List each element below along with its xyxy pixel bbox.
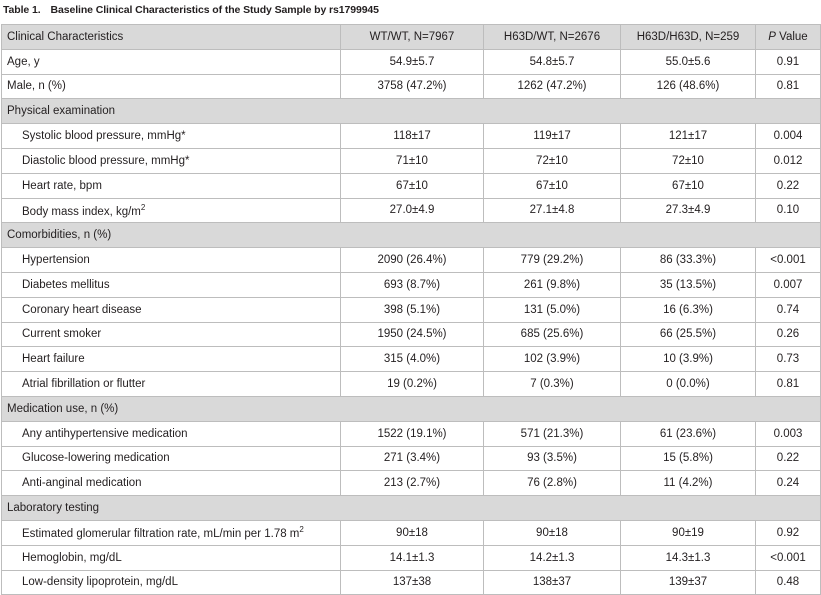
- row-label-cell: [2, 347, 341, 372]
- table-title: Baseline Clinical Characteristics of the Study Sample by rs1799945: [50, 4, 379, 16]
- row-label: Glucose-lowering medication: [22, 452, 170, 465]
- cell-wt-wt: 71±10: [341, 148, 484, 173]
- cell-wt-wt: 90±18: [341, 520, 484, 545]
- cell-p-value: 0.26: [756, 322, 821, 347]
- table-row: [2, 49, 821, 74]
- row-label-cell: [2, 372, 341, 397]
- cell-h63d-wt: 67±10: [484, 173, 621, 198]
- table-row: [2, 520, 821, 545]
- cell-wt-wt: 213 (2.7%): [341, 471, 484, 496]
- cell-h63d-wt: 1262 (47.2%): [484, 74, 621, 99]
- row-label-cell: [2, 446, 341, 471]
- cell-h63d-h63d: 86 (33.3%): [621, 248, 756, 273]
- cell-p-value: 0.91: [756, 49, 821, 74]
- row-label: Heart failure: [22, 353, 85, 366]
- table-row: [2, 198, 821, 223]
- table-body: [2, 49, 821, 595]
- cell-h63d-h63d: 10 (3.9%): [621, 347, 756, 372]
- table-row: [2, 74, 821, 99]
- section-heading: Physical examination: [2, 99, 821, 124]
- cell-h63d-h63d: 27.3±4.9: [621, 198, 756, 223]
- row-label: Systolic blood pressure, mmHg*: [22, 130, 186, 143]
- cell-p-value: 0.24: [756, 471, 821, 496]
- section-row: [2, 396, 821, 421]
- section-row: [2, 496, 821, 521]
- row-label-cell: [2, 198, 341, 223]
- row-label: Diastolic blood pressure, mmHg*: [22, 154, 190, 167]
- cell-h63d-wt: 90±18: [484, 520, 621, 545]
- cell-h63d-h63d: 15 (5.8%): [621, 446, 756, 471]
- cell-h63d-h63d: 67±10: [621, 173, 756, 198]
- cell-h63d-wt: 261 (9.8%): [484, 272, 621, 297]
- row-label-cell: [2, 49, 341, 74]
- row-label: Body mass index, kg/m: [22, 205, 141, 218]
- header-h63d-h63d: H63D/H63D, N=259: [621, 25, 756, 50]
- cell-h63d-wt: 27.1±4.8: [484, 198, 621, 223]
- table-row: [2, 421, 821, 446]
- section-row: [2, 99, 821, 124]
- row-label-cell: [2, 248, 341, 273]
- cell-h63d-wt: 93 (3.5%): [484, 446, 621, 471]
- row-label: Anti-anginal medication: [22, 477, 142, 490]
- row-label-cell: [2, 272, 341, 297]
- cell-wt-wt: 54.9±5.7: [341, 49, 484, 74]
- cell-wt-wt: 2090 (26.4%): [341, 248, 484, 273]
- table-row: [2, 545, 821, 570]
- header-characteristic: Clinical Characteristics: [2, 25, 341, 50]
- cell-h63d-h63d: 35 (13.5%): [621, 272, 756, 297]
- cell-wt-wt: 14.1±1.3: [341, 545, 484, 570]
- cell-wt-wt: 27.0±4.9: [341, 198, 484, 223]
- cell-p-value: 0.22: [756, 173, 821, 198]
- table-row: [2, 248, 821, 273]
- cell-h63d-wt: 102 (3.9%): [484, 347, 621, 372]
- cell-h63d-h63d: 0 (0.0%): [621, 372, 756, 397]
- row-label-superscript: 2: [299, 525, 304, 535]
- cell-h63d-wt: 138±37: [484, 570, 621, 595]
- row-label: Heart rate, bpm: [22, 179, 102, 192]
- cell-h63d-wt: 72±10: [484, 148, 621, 173]
- cell-p-value: <0.001: [756, 545, 821, 570]
- table-label: Table 1.: [3, 4, 41, 16]
- row-label-superscript: 2: [140, 203, 146, 213]
- table-row: [2, 322, 821, 347]
- cell-h63d-h63d: 11 (4.2%): [621, 471, 756, 496]
- cell-p-value: 0.10: [756, 198, 821, 223]
- cell-p-value: 0.012: [756, 148, 821, 173]
- section-heading: Comorbidities, n (%): [2, 223, 821, 248]
- cell-h63d-h63d: 72±10: [621, 148, 756, 173]
- cell-h63d-h63d: 55.0±5.6: [621, 49, 756, 74]
- section-heading: Medication use, n (%): [2, 396, 821, 421]
- row-label-cell: [2, 124, 341, 149]
- row-label: Age, y: [7, 55, 40, 68]
- cell-wt-wt: 19 (0.2%): [341, 372, 484, 397]
- row-label: Hypertension: [22, 254, 90, 267]
- cell-h63d-wt: 779 (29.2%): [484, 248, 621, 273]
- header-p-italic: P: [768, 30, 776, 43]
- cell-p-value: 0.003: [756, 421, 821, 446]
- row-label: Coronary heart disease: [22, 303, 142, 316]
- row-label: Atrial fibrillation or flutter: [22, 378, 146, 391]
- cell-h63d-wt: 76 (2.8%): [484, 471, 621, 496]
- cell-h63d-wt: 685 (25.6%): [484, 322, 621, 347]
- cell-h63d-h63d: 61 (23.6%): [621, 421, 756, 446]
- cell-wt-wt: 137±38: [341, 570, 484, 595]
- section-heading: Laboratory testing: [2, 496, 821, 521]
- cell-h63d-h63d: 126 (48.6%): [621, 74, 756, 99]
- cell-wt-wt: 398 (5.1%): [341, 297, 484, 322]
- cell-wt-wt: 1950 (24.5%): [341, 322, 484, 347]
- cell-wt-wt: 693 (8.7%): [341, 272, 484, 297]
- row-label-cell: [2, 570, 341, 595]
- row-label-cell: [2, 297, 341, 322]
- section-row: [2, 223, 821, 248]
- cell-wt-wt: 315 (4.0%): [341, 347, 484, 372]
- table-row: [2, 347, 821, 372]
- table-row: [2, 124, 821, 149]
- row-label: Low-density lipoprotein, mg/dL: [22, 576, 178, 589]
- row-label-cell: [2, 322, 341, 347]
- cell-p-value: 0.92: [756, 520, 821, 545]
- cell-p-value: 0.81: [756, 74, 821, 99]
- row-label-cell: [2, 148, 341, 173]
- cell-wt-wt: 118±17: [341, 124, 484, 149]
- cell-h63d-h63d: 66 (25.5%): [621, 322, 756, 347]
- cell-wt-wt: 271 (3.4%): [341, 446, 484, 471]
- row-label-cell: [2, 74, 341, 99]
- row-label-cell: [2, 421, 341, 446]
- header-row: [2, 25, 821, 50]
- row-label-cell: [2, 173, 341, 198]
- table-row: [2, 446, 821, 471]
- table-row: [2, 272, 821, 297]
- cell-h63d-h63d: 90±19: [621, 520, 756, 545]
- row-label: Estimated glomerular filtration rate, mL/min per 1.78 m: [22, 528, 300, 541]
- row-label-cell: [2, 471, 341, 496]
- cell-p-value: <0.001: [756, 248, 821, 273]
- cell-h63d-wt: 131 (5.0%): [484, 297, 621, 322]
- table-row: [2, 471, 821, 496]
- header-p-rest: Value: [775, 30, 808, 43]
- cell-h63d-h63d: 16 (6.3%): [621, 297, 756, 322]
- cell-p-value: 0.004: [756, 124, 821, 149]
- cell-h63d-wt: 571 (21.3%): [484, 421, 621, 446]
- cell-p-value: 0.73: [756, 347, 821, 372]
- row-label-cell: [2, 545, 341, 570]
- cell-h63d-h63d: 139±37: [621, 570, 756, 595]
- cell-wt-wt: 1522 (19.1%): [341, 421, 484, 446]
- cell-h63d-wt: 14.2±1.3: [484, 545, 621, 570]
- header-p-value: [756, 25, 821, 50]
- row-label: Male, n (%): [7, 80, 66, 93]
- cell-wt-wt: 67±10: [341, 173, 484, 198]
- cell-h63d-wt: 7 (0.3%): [484, 372, 621, 397]
- cell-h63d-wt: 54.8±5.7: [484, 49, 621, 74]
- table-row: [2, 372, 821, 397]
- cell-p-value: 0.81: [756, 372, 821, 397]
- table-row: [2, 173, 821, 198]
- row-label-cell: [2, 520, 341, 545]
- header-h63d-wt: H63D/WT, N=2676: [484, 25, 621, 50]
- row-label: Any antihypertensive medication: [22, 427, 188, 440]
- header-wt-wt: WT/WT, N=7967: [341, 25, 484, 50]
- cell-p-value: 0.48: [756, 570, 821, 595]
- table-row: [2, 570, 821, 595]
- cell-h63d-h63d: 14.3±1.3: [621, 545, 756, 570]
- row-label: Hemoglobin, mg/dL: [22, 551, 122, 564]
- baseline-characteristics-table: [1, 24, 821, 595]
- table-caption: [0, 0, 821, 24]
- cell-h63d-h63d: 121±17: [621, 124, 756, 149]
- cell-h63d-wt: 119±17: [484, 124, 621, 149]
- row-label: Current smoker: [22, 328, 102, 341]
- row-label: Diabetes mellitus: [22, 278, 110, 291]
- table-row: [2, 297, 821, 322]
- cell-p-value: 0.22: [756, 446, 821, 471]
- cell-p-value: 0.007: [756, 272, 821, 297]
- cell-p-value: 0.74: [756, 297, 821, 322]
- table-row: [2, 148, 821, 173]
- cell-wt-wt: 3758 (47.2%): [341, 74, 484, 99]
